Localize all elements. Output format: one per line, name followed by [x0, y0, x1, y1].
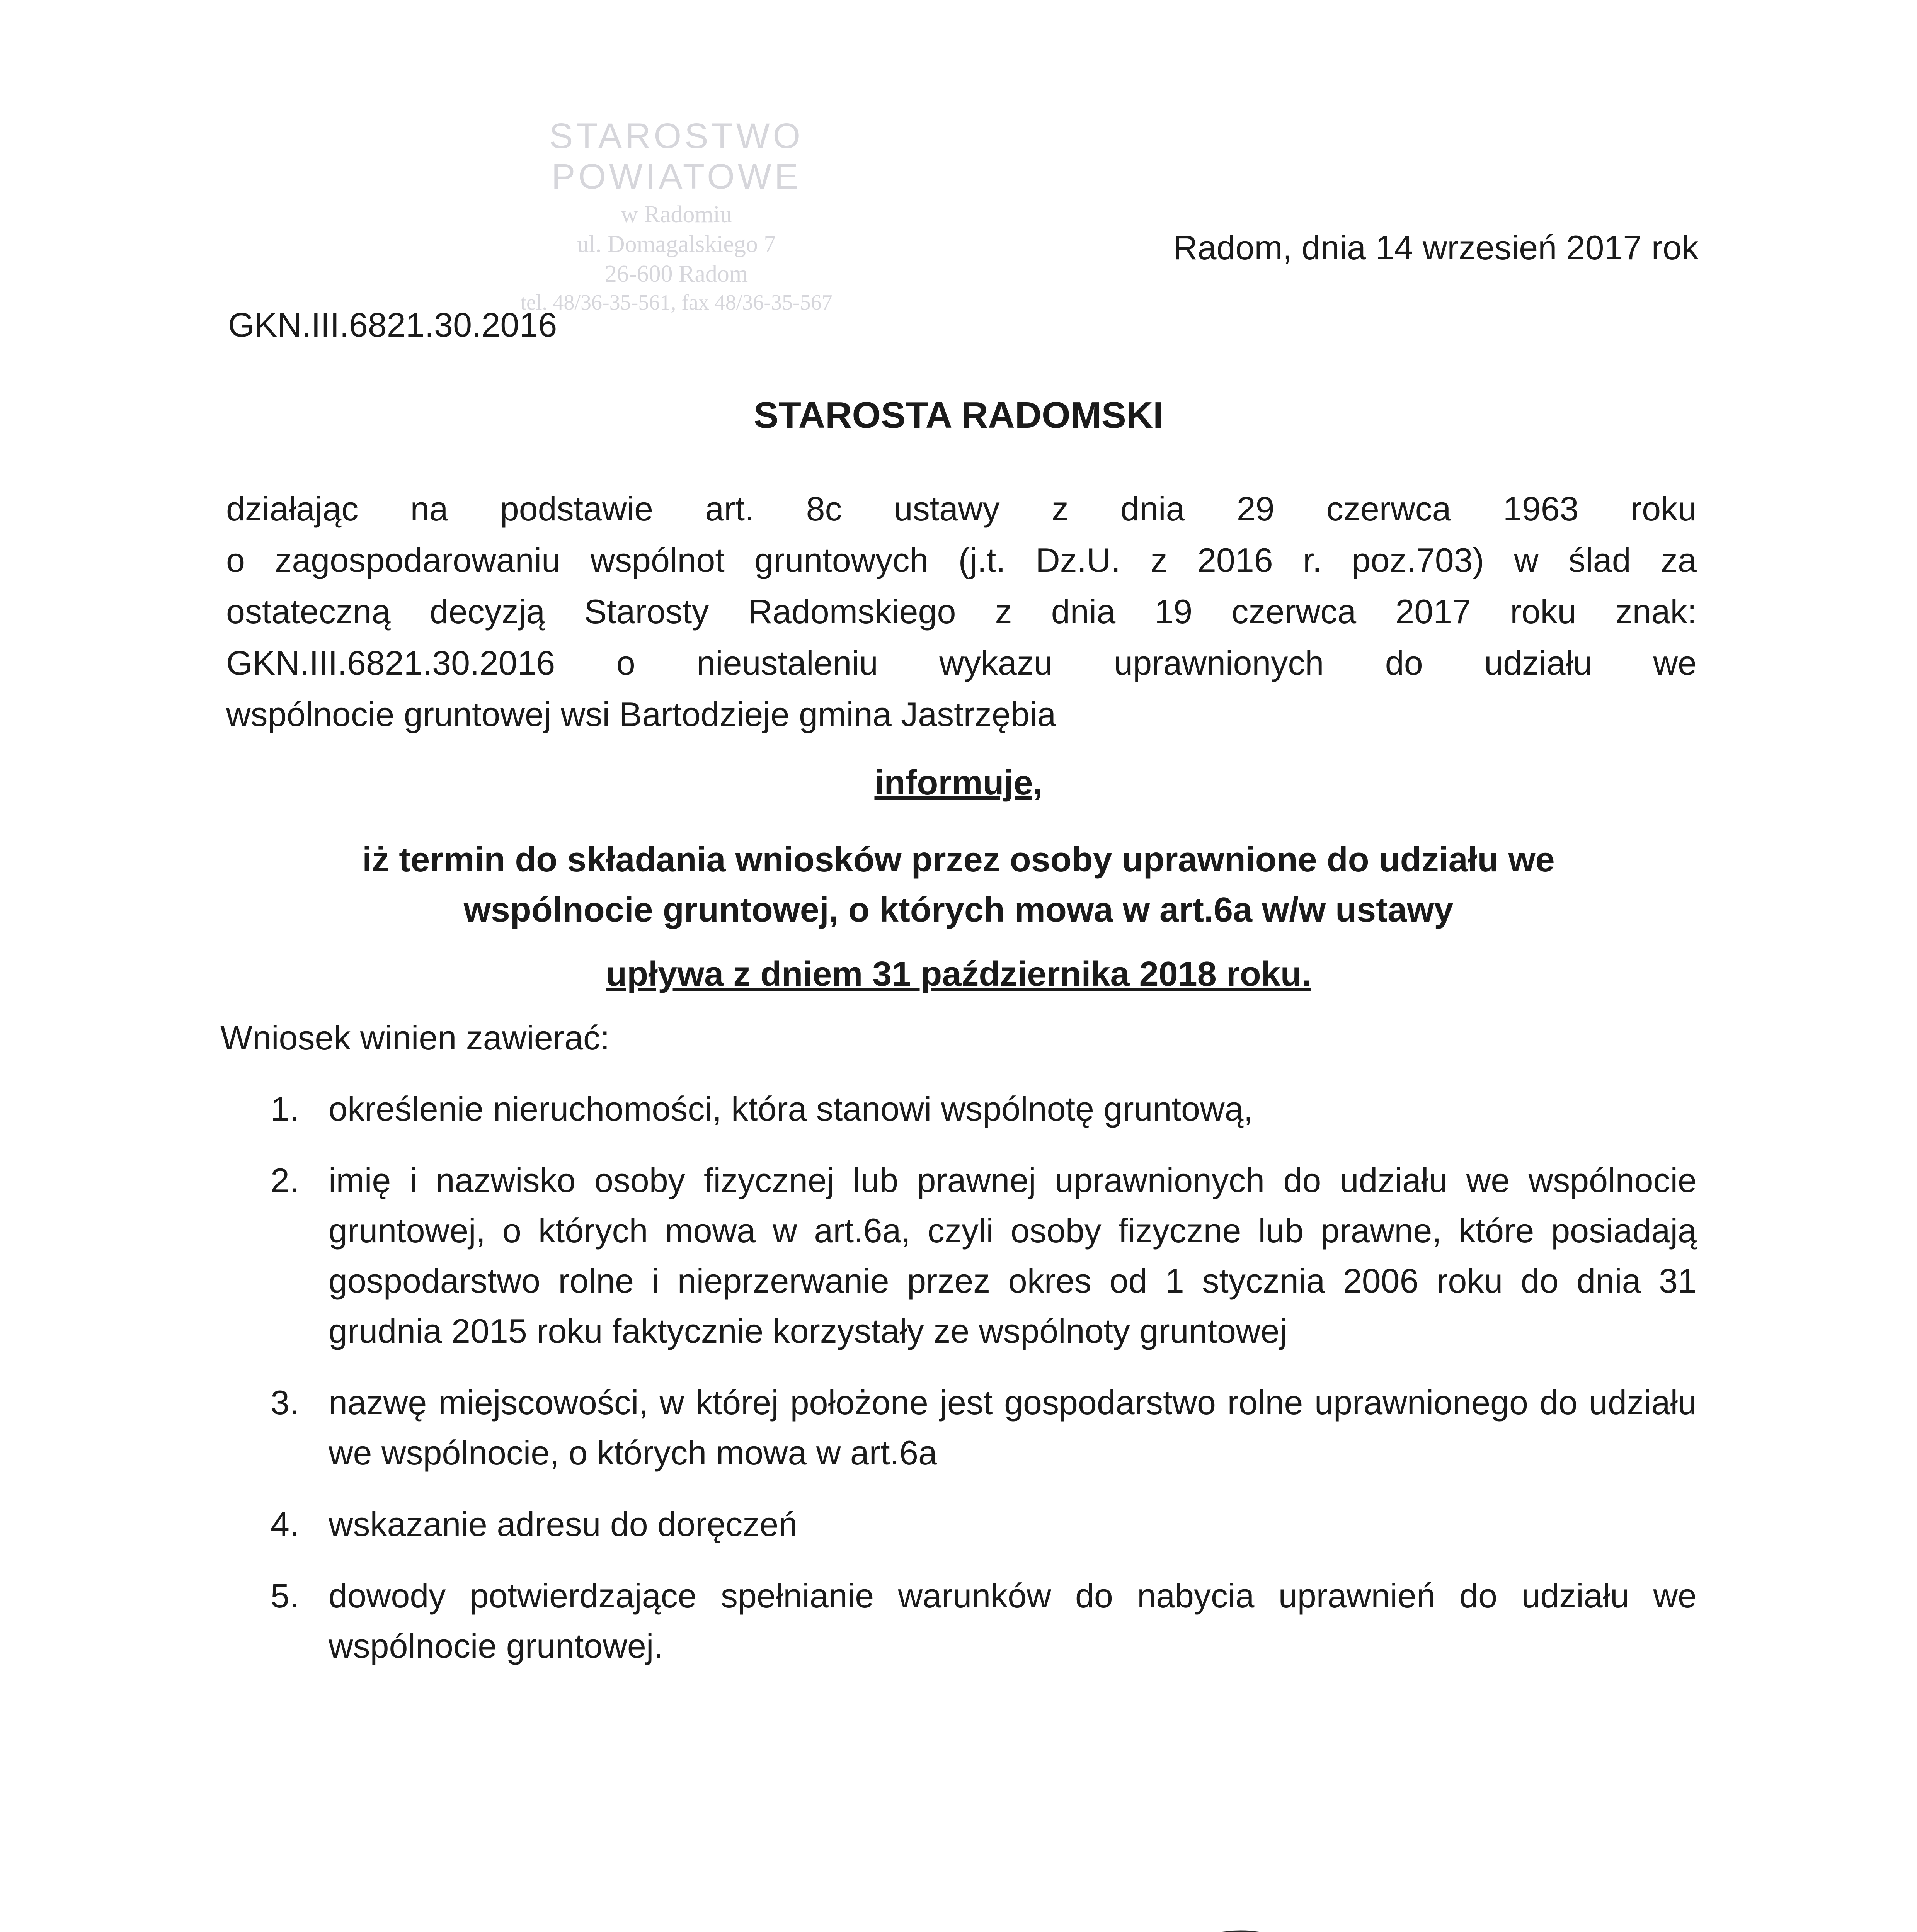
document-date: Radom, dnia 14 wrzesień 2017 rok [1173, 228, 1699, 267]
stamp-line-5: tel. 48/36-35-561, fax 48/36-35-567 [520, 291, 833, 315]
list-item-number: 2. [271, 1161, 299, 1199]
list-item-number: 3. [271, 1383, 299, 1422]
list-item-text: określenie nieruchomości, która stanowi wspólnotę gruntową, [329, 1090, 1253, 1128]
requirements-list [271, 1084, 1697, 1692]
stamp-line-3: ul. Domagalskiego 7 [577, 231, 776, 257]
requirements-heading: Wniosek winien zawierać: [220, 1019, 610, 1057]
office-stamp [444, 116, 908, 315]
stamp-line-2: w Radomiu [621, 201, 732, 228]
stamp-line-4: 26-600 Radom [604, 261, 748, 287]
list-item [271, 1155, 1697, 1356]
deadline-statement [0, 835, 1917, 935]
list-item [271, 1378, 1697, 1478]
stamp-line-1: STAROSTWO POWIATOWE [549, 116, 804, 196]
deadline-line-2: wspólnocie gruntowej, o których mowa w art.6a w/w ustawy [463, 891, 1454, 929]
body-line-4: GKN.III.6821.30.2016 o nieustaleniu wykazu uprawnionych do udziału we [226, 644, 1697, 682]
list-item-text: nazwę miejscowości, w której położone jest gospodarstwo rolne uprawnionego do udziału we wspólnocie, o których mowa w art.6a [329, 1383, 1697, 1472]
list-item-number: 1. [271, 1090, 299, 1128]
list-item-text: imię i nazwisko osoby fizycznej lub prawnej uprawnionych do udziału we wspólnocie gruntowej, o których mowa w art.6a, czyli osoby fizyczne lub prawne, które posiadają gospodarstwo rolne i nieprzerwanie przez okres od 1 stycznia 2006 roku do dnia 31 grudnia 2015 roku faktycznie korzystały ze wspólnoty gruntowej [329, 1161, 1697, 1350]
body-paragraph [226, 483, 1697, 740]
list-item-text: dowody potwierdzające spełnianie warunków do nabycia uprawnień do udziału we wspólnocie gruntowej. [329, 1577, 1697, 1665]
body-line-5: wspólnocie gruntowej wsi Bartodzieje gmina Jastrzębia [226, 695, 1056, 733]
body-line-3: ostateczną decyzją Starosty Radomskiego z dnia 19 czerwca 2017 roku znak: [226, 592, 1697, 631]
deadline-line-1: iż termin do składania wniosków przez osoby uprawnione do udziału we [362, 840, 1555, 879]
handwritten-signature [1113, 1878, 1693, 1932]
body-line-2: o zagospodarowaniu wspólnot gruntowych (j.t. Dz.U. z 2016 r. poz.703) w ślad za [226, 541, 1697, 579]
list-item [271, 1499, 1697, 1549]
deadline-date: upływa z dniem 31 października 2018 roku. [606, 955, 1311, 993]
informuje-heading: informuje, [874, 764, 1043, 802]
body-line-1: działając na podstawie art. 8c ustawy z dnia 29 czerwca 1963 roku [226, 490, 1697, 528]
list-item-text: wskazanie adresu do doręczeń [329, 1505, 798, 1543]
list-item-number: 5. [271, 1577, 299, 1615]
list-item [271, 1084, 1697, 1134]
list-item-number: 4. [271, 1505, 299, 1543]
list-item [271, 1571, 1697, 1671]
document-title: STAROSTA RADOMSKI [754, 395, 1163, 436]
reference-number: GKN.III.6821.30.2016 [228, 306, 557, 344]
